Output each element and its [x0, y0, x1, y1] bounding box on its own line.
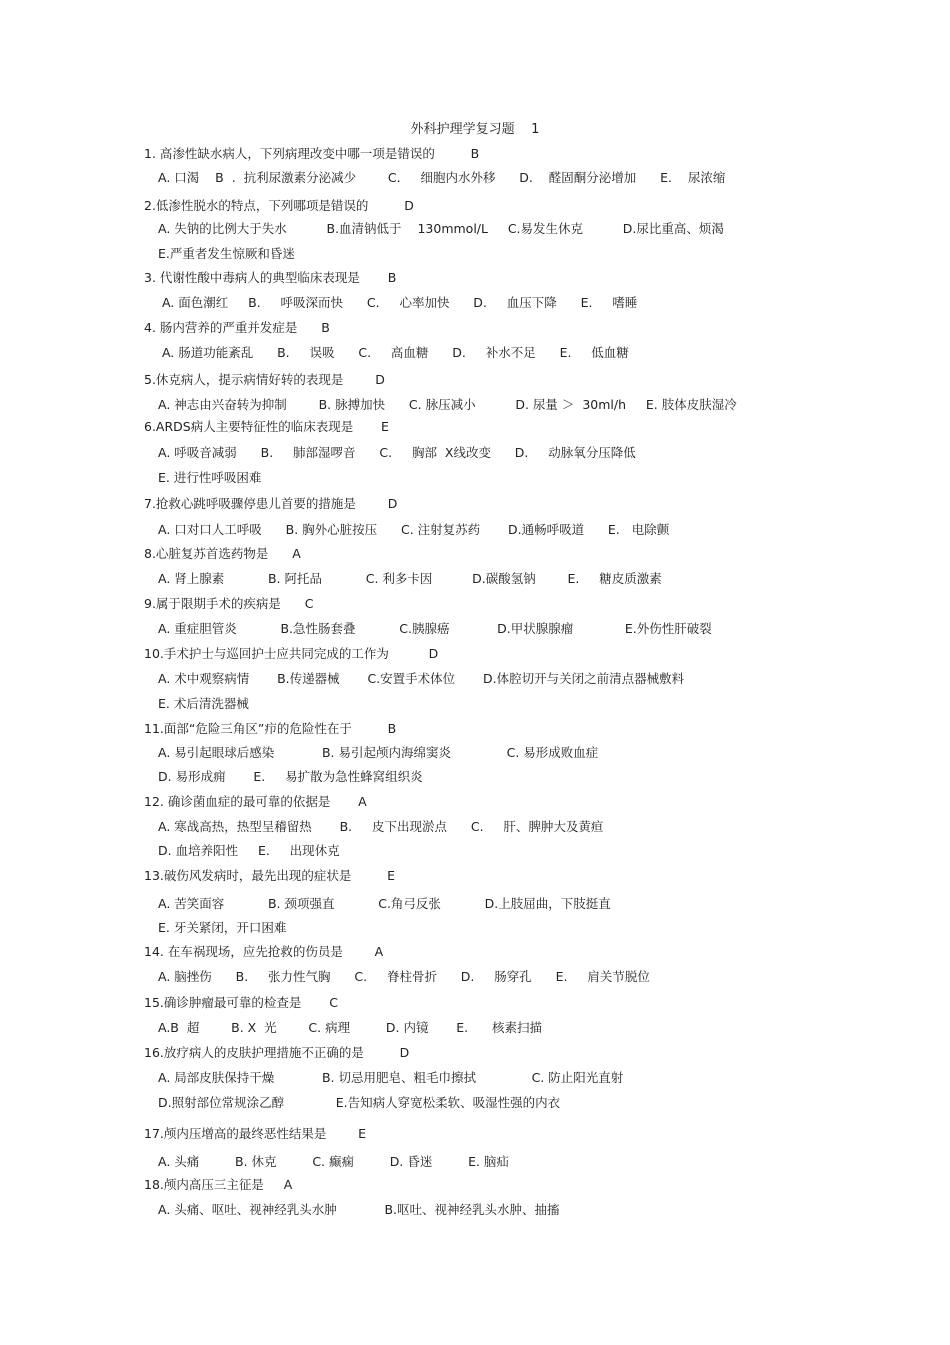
question-options: A. 失钠的比例大于失水 B.血清钠低于 130mmol/L C.易发生休克 D.尿比重高、烦渴: [158, 221, 724, 236]
question-options: A. 易引起眼球后感染 B. 易引起颅内海绵窦炎 C. 易形成败血症: [158, 745, 599, 760]
question-options: A. 口渴 B . 抗利尿激素分泌减少 C. 细胞内水外移 D. 醛固酮分泌增加 E. 尿浓缩: [158, 170, 726, 185]
question-stem: 8.心脏复苏首选药物是 A: [144, 546, 301, 561]
page-title: 外科护理学复习题 1: [410, 122, 540, 137]
question-stem: 12. 确诊菌血症的最可靠的依据是 A: [144, 794, 367, 809]
question-stem: 6.ARDS病人主要特征性的临床表现是 E: [144, 419, 389, 434]
question-options: A. 肾上腺素 B. 阿托品 C. 利多卡因 D.碳酸氢钠 E. 糖皮质激素: [158, 571, 662, 586]
question-options: A. 重症胆管炎 B.急性肠套叠 C.胰腺癌 D.甲状腺腺瘤 E.外伤性肝破裂: [158, 621, 712, 636]
question-stem: 7.抢救心跳呼吸骤停患儿首要的措施是 D: [144, 496, 398, 511]
question-stem: 5.休克病人，提示病情好转的表现是 D: [144, 372, 385, 387]
question-options: E. 牙关紧闭，开口困难: [158, 920, 287, 935]
question-options: A. 寒战高热，热型呈稽留热 B. 皮下出现淤点 C. 肝、脾肿大及黄疸: [158, 819, 604, 834]
question-options: A. 术中观察病情 B.传递器械 C.安置手术体位 D.体腔切开与关闭之前清点器械敷料: [158, 671, 685, 686]
question-stem: 16.放疗病人的皮肤护理措施不正确的是 D: [144, 1045, 410, 1060]
question-options: E.严重者发生惊厥和昏迷: [158, 246, 295, 261]
question-options: D.照射部位常规涂乙醇 E.告知病人穿宽松柔软、吸湿性强的内衣: [158, 1095, 561, 1110]
question-stem: 1. 高渗性缺水病人，下列病理改变中哪一项是错误的 B: [144, 146, 480, 161]
question-options: A. 头痛 B. 休克 C. 癫痫 D. 昏迷 E. 脑疝: [158, 1154, 509, 1169]
question-stem: 14. 在车祸现场，应先抢救的伤员是 A: [144, 944, 384, 959]
question-stem: 10.手术护士与巡回护士应共同完成的工作为 D: [144, 646, 439, 661]
question-options: D. 血培养阳性 E. 出现休克: [158, 843, 340, 858]
question-stem: 11.面部“危险三角区”疖的危险性在于 B: [144, 721, 397, 736]
question-options: A. 神志由兴奋转为抑制 B. 脉搏加快 C. 脉压减小 D. 尿量 ＞ 30ml/h E. 肢体皮肤湿冷: [158, 397, 737, 412]
question-stem: 2.低渗性脱水的特点，下列哪项是错误的 D: [144, 198, 414, 213]
question-options: A.B 超 B. X 光 C. 病理 D. 内镜 E. 核素扫描: [158, 1020, 542, 1035]
question-options: A. 局部皮肤保持干燥 B. 切忌用肥皂、粗毛巾擦拭 C. 防止阳光直射: [158, 1070, 624, 1085]
question-stem: 4. 肠内营养的严重并发症是 B: [144, 320, 330, 335]
question-options: E. 术后清洗器械: [158, 696, 249, 711]
question-options: A. 脑挫伤 B. 张力性气胸 C. 脊柱骨折 D. 肠穿孔 E. 肩关节脱位: [158, 969, 650, 984]
question-stem: 3. 代谢性酸中毒病人的典型临床表现是 B: [144, 270, 397, 285]
question-stem: 17.颅内压增高的最终恶性结果是 E: [144, 1126, 367, 1141]
question-options: A. 苦笑面容 B. 颈项强直 C.角弓反张 D.上肢屈曲，下肢挺直: [158, 896, 611, 911]
question-options: A. 肠道功能紊乱 B. 误吸 C. 高血糖 D. 补水不足 E. 低血糖: [158, 345, 629, 360]
question-stem: 18.颅内高压三主征是 A: [144, 1177, 293, 1192]
question-options: A. 面色潮红 B. 呼吸深而快 C. 心率加快 D. 血压下降 E. 嗜睡: [158, 295, 638, 310]
question-options: A. 头痛、呕吐、视神经乳头水肿 B.呕吐、视神经乳头水肿、抽搐: [158, 1202, 560, 1217]
question-options: A. 呼吸音减弱 B. 肺部湿啰音 C. 胸部 X线改变 D. 动脉氧分压降低: [158, 445, 636, 460]
question-options: A. 口对口人工呼吸 B. 胸外心脏按压 C. 注射复苏药 D.通畅呼吸道 E. 电除颤: [158, 522, 670, 537]
question-options: E. 进行性呼吸困难: [158, 470, 262, 485]
question-options: D. 易形成痈 E. 易扩散为急性蜂窝组织炎: [158, 769, 423, 784]
question-stem: 15.确诊肿瘤最可靠的检查是 C: [144, 995, 338, 1010]
question-stem: 13.破伤风发病时，最先出现的症状是 E: [144, 868, 396, 883]
question-stem: 9.属于限期手术的疾病是 C: [144, 596, 314, 611]
